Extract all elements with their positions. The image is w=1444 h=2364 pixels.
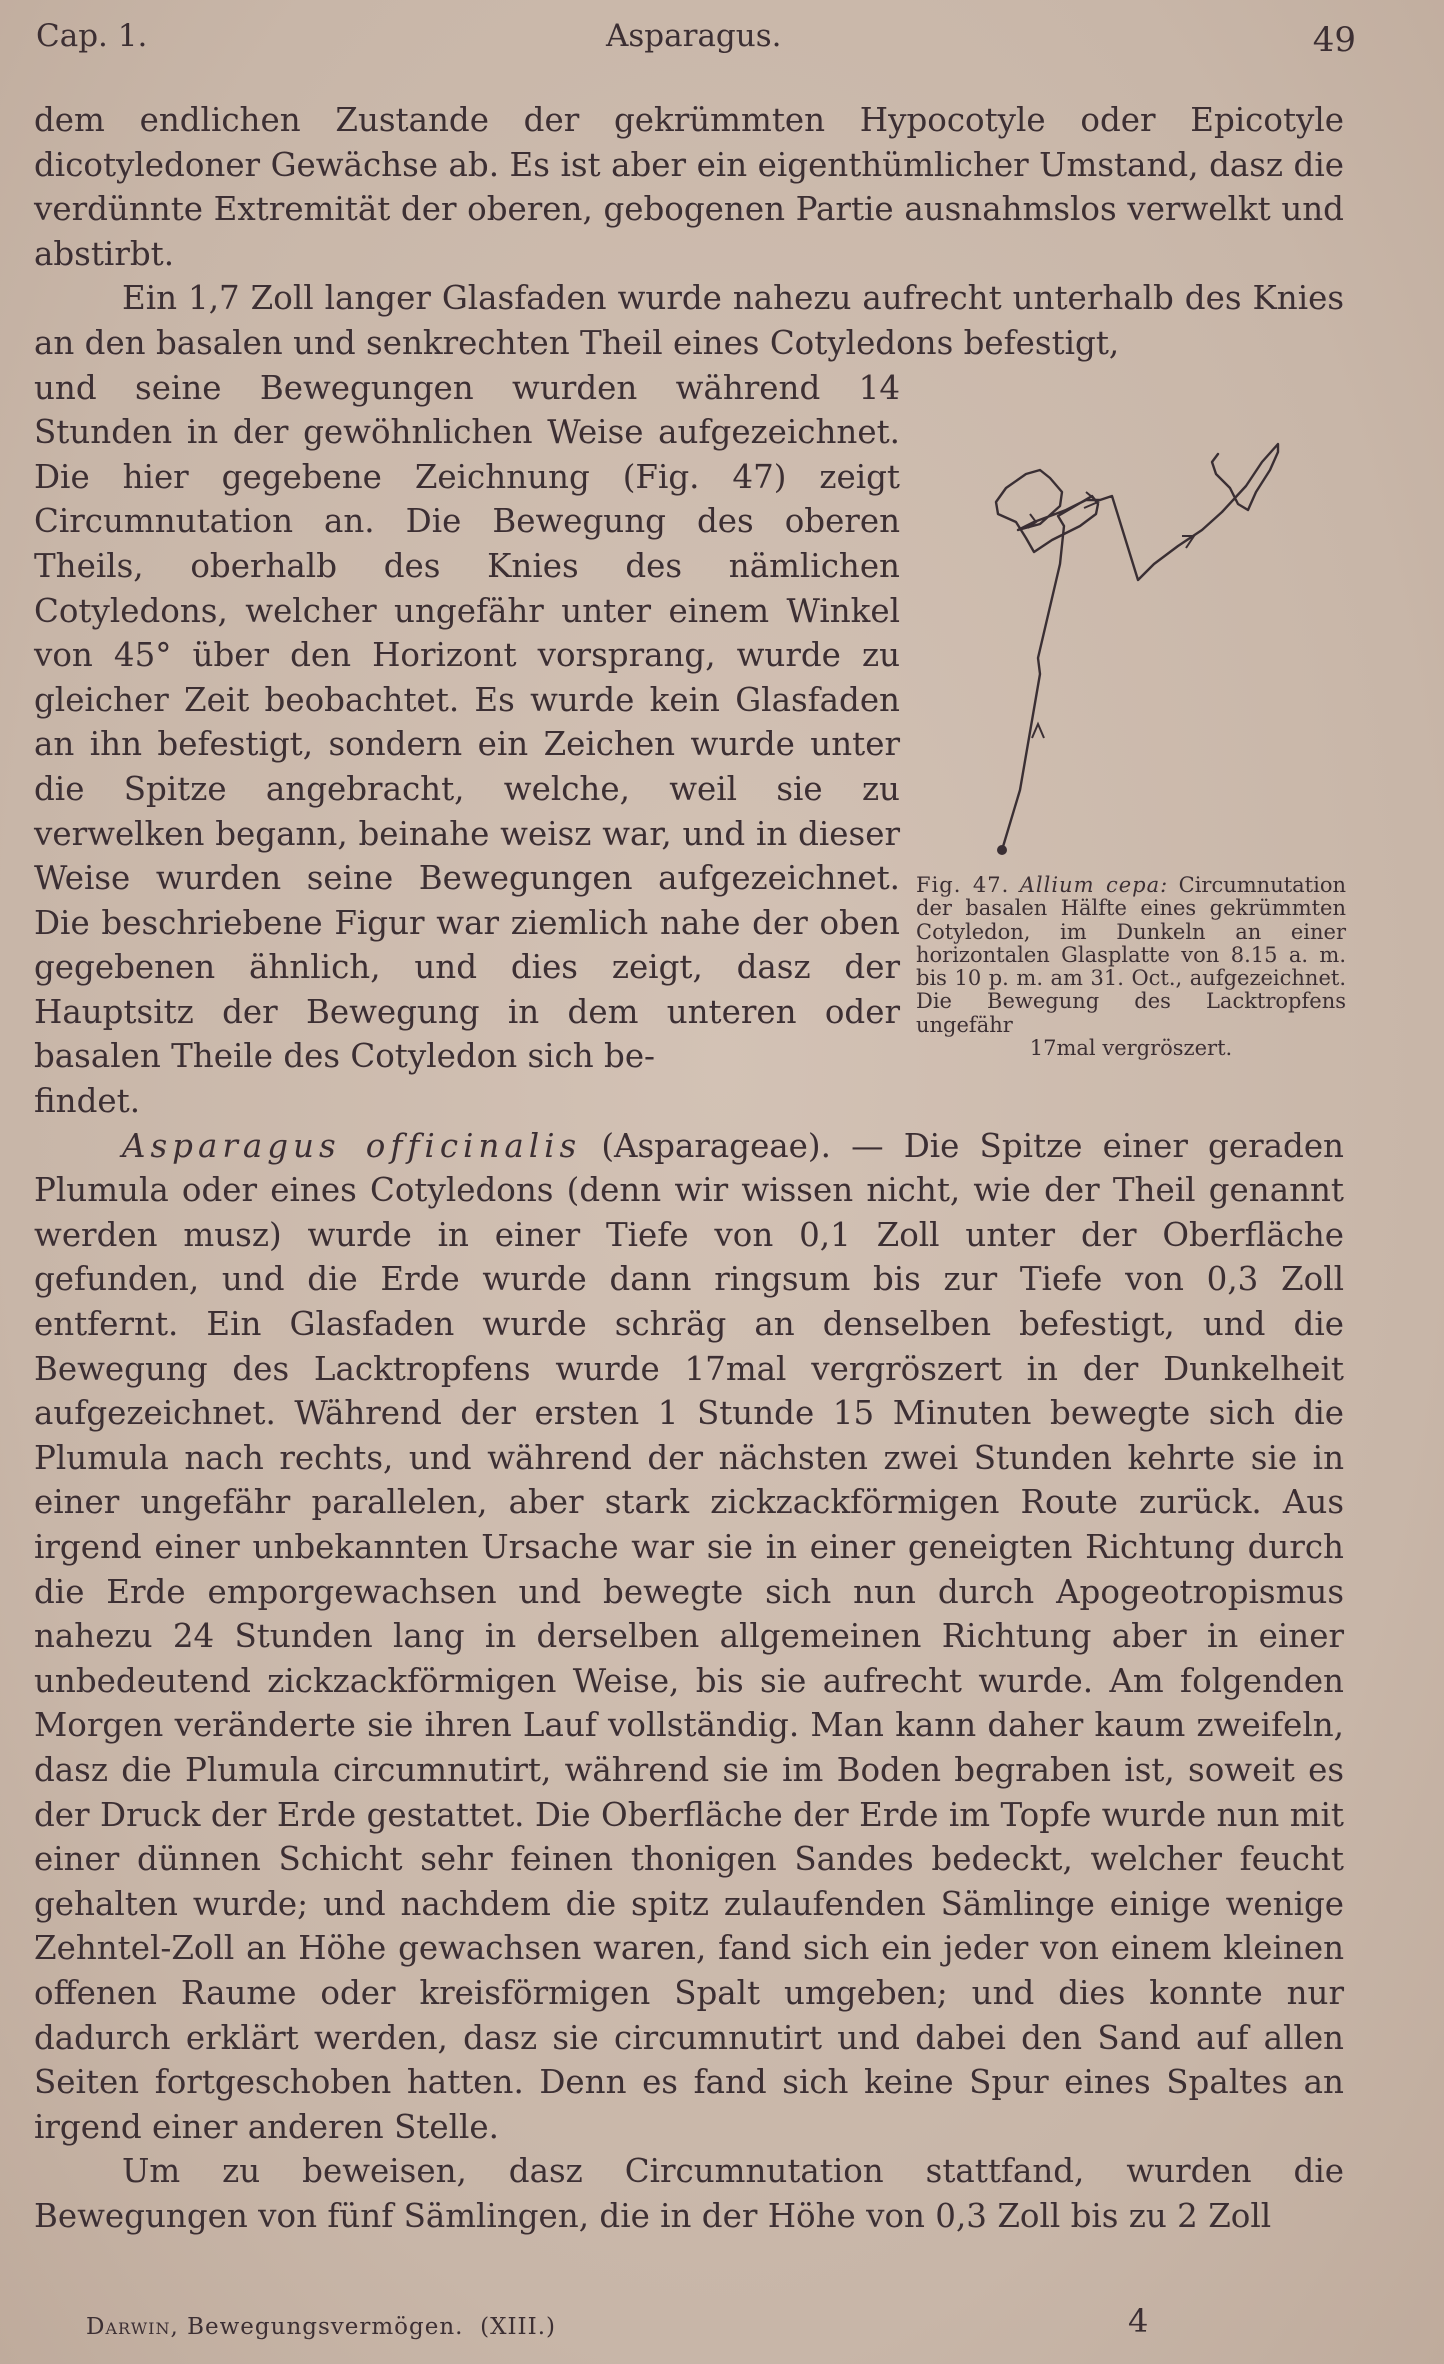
footer-volume: (XIII.)	[480, 2314, 557, 2340]
species-name: Asparagus officinalis	[122, 1126, 582, 1165]
footer-book: , Bewegungsvermögen.	[170, 2314, 464, 2340]
paragraph-beside-figure: und seine Bewegungen wurden während 14 Stunden in der gewöhnlichen Weise aufgezeichnet. Die hier gegebene Zeichnung (Fig. 47) zeigt Circumnutation an. Die Bewegung des oberen Theils, oberhalb des Knies des nämlichen Cotyledons, welcher ungefähr unter einem Winkel von 45° über den Horizont vorsprang, wurde zu gleicher Zeit beobachtet. Es wurde kein Glasfaden an ihn befestigt, sondern ein Zeichen wurde unter die Spitze angebracht, welche, weil sie zu verwelken begann, beinahe weisz war, und in dieser Weise wurden seine Bewegungen aufgezeichnet. Die beschriebene Figur war ziemlich nahe der oben gegebenen ähnlich, und dies zeigt, dasz der Hauptsitz der Bewegung in dem unteren oder basalen Theile des Cotyledon sich be-	[34, 368, 900, 1076]
footer-author: Darwin	[86, 2314, 171, 2340]
footer-signature	[86, 2314, 556, 2340]
figure-47	[916, 418, 1352, 868]
paragraph-proof: Um zu beweisen, dasz Circumnutation stattfand, wurden die Bewegungen von fünf Sämlingen, die in der Höhe von 0,3 Zoll bis zu 2 Zoll	[34, 2152, 1344, 2235]
sheet-number: 4	[1128, 2302, 1149, 2340]
paragraph-continuation: dem endlichen Zustande der gekrümmten Hypocotyle oder Epicotyle dicotyledoner Gewächse ab. Es ist aber ein eigenthümlicher Umstand, dasz die verdünnte Extremität der oberen, gebogenen Partie ausnahmslos verwelkt und abstirbt.	[34, 101, 1344, 273]
running-title: Asparagus.	[606, 18, 782, 54]
paragraph-asparagus	[34, 1124, 1344, 2150]
figure-caption-text: Circumnutation der basalen Hälfte eines gekrümmten Cotyledon, im Dunkeln an einer horizontalen Glasplatte von 8.15 a. m. bis 10 p. m. am 31. Oct., aufgezeichnet. Die Bewegung des Lacktropfens ungefähr	[916, 873, 1346, 1037]
figure-caption-end: 17mal vergröszert.	[1029, 1036, 1233, 1061]
circumnutation-trace	[916, 418, 1352, 868]
paragraph-asparagus-text: (Asparageae). — Die Spitze einer geraden Plumula oder eines Cotyledons (denn wir wissen nicht, wie der Theil genannt werden musz) wurde in einer Tiefe von 0,1 Zoll unter der Oberfläche gefunden, und die Erde wurde dann ringsum bis zur Tiefe von 0,3 Zoll entfernt. Ein Glasfaden wurde schräg an denselben befestigt, und die Bewegung des Lacktropfens wurde 17mal vergröszert in der Dunkelheit aufgezeichnet. Während der ersten 1 Stunde 15 Minuten bewegte sich die Plumula nach rechts, und während der nächsten zwei Stunden kehrte sie in einer ungefähr parallelen, aber stark zickzackförmigen Route zurück. Aus irgend einer unbekannten Ursache war sie in einer geneigten Richtung durch die Erde emporgewachsen und bewegte sich nun durch Apogeotropismus nahezu 24 Stunden lang in derselben allgemeinen Richtung aber in einer unbedeutend zickzackförmigen Weise, bis sie aufrecht wurde. Am folgenden Morgen veränderte sie ihren Lauf vollständig. Man kann daher kaum zweifeln, dasz die Plumula circumnutirt, während sie im Boden begraben ist, soweit es der Druck der Erde gestattet. Die Oberfläche der Erde im Topfe wurde nun mit einer dünnen Schicht sehr feinen thonigen Sandes bedeckt, welcher feucht gehalten wurde; und nachdem die spitz zulaufenden Sämlinge einige wenige Zehntel-Zoll an Höhe gewachsen waren, fand sich ein jeder von einem kleinen offenen Raume oder kreisförmigen Spalt umgeben; und dies konnte nur dadurch erklärt werden, dasz sie circumnutirt und dabei den Sand auf allen Seiten fortgeschoben hatten. Denn es fand sich keine Spur eines Spaltes an irgend einer anderen Stelle.	[34, 1126, 1344, 2146]
figure-label: Fig. 47.	[916, 873, 1010, 897]
running-header	[36, 6, 1356, 66]
start-dot	[997, 845, 1007, 855]
paragraph-end: findet.	[34, 1082, 141, 1121]
page-number: 49	[1312, 20, 1356, 60]
page-footer	[86, 2302, 1336, 2346]
paragraph-glass-filament: Ein 1,7 Zoll langer Glasfaden wurde nahezu aufrecht unterhalb des Knies an den basalen und senkrechten Theil eines Cotyledons befestigt,	[34, 279, 1344, 362]
arrow-head	[1032, 724, 1044, 738]
figure-species: Allium cepa:	[1019, 873, 1169, 897]
chapter-label: Cap. 1.	[36, 18, 148, 54]
figure-caption	[916, 874, 1346, 1060]
trace-path	[996, 444, 1278, 850]
